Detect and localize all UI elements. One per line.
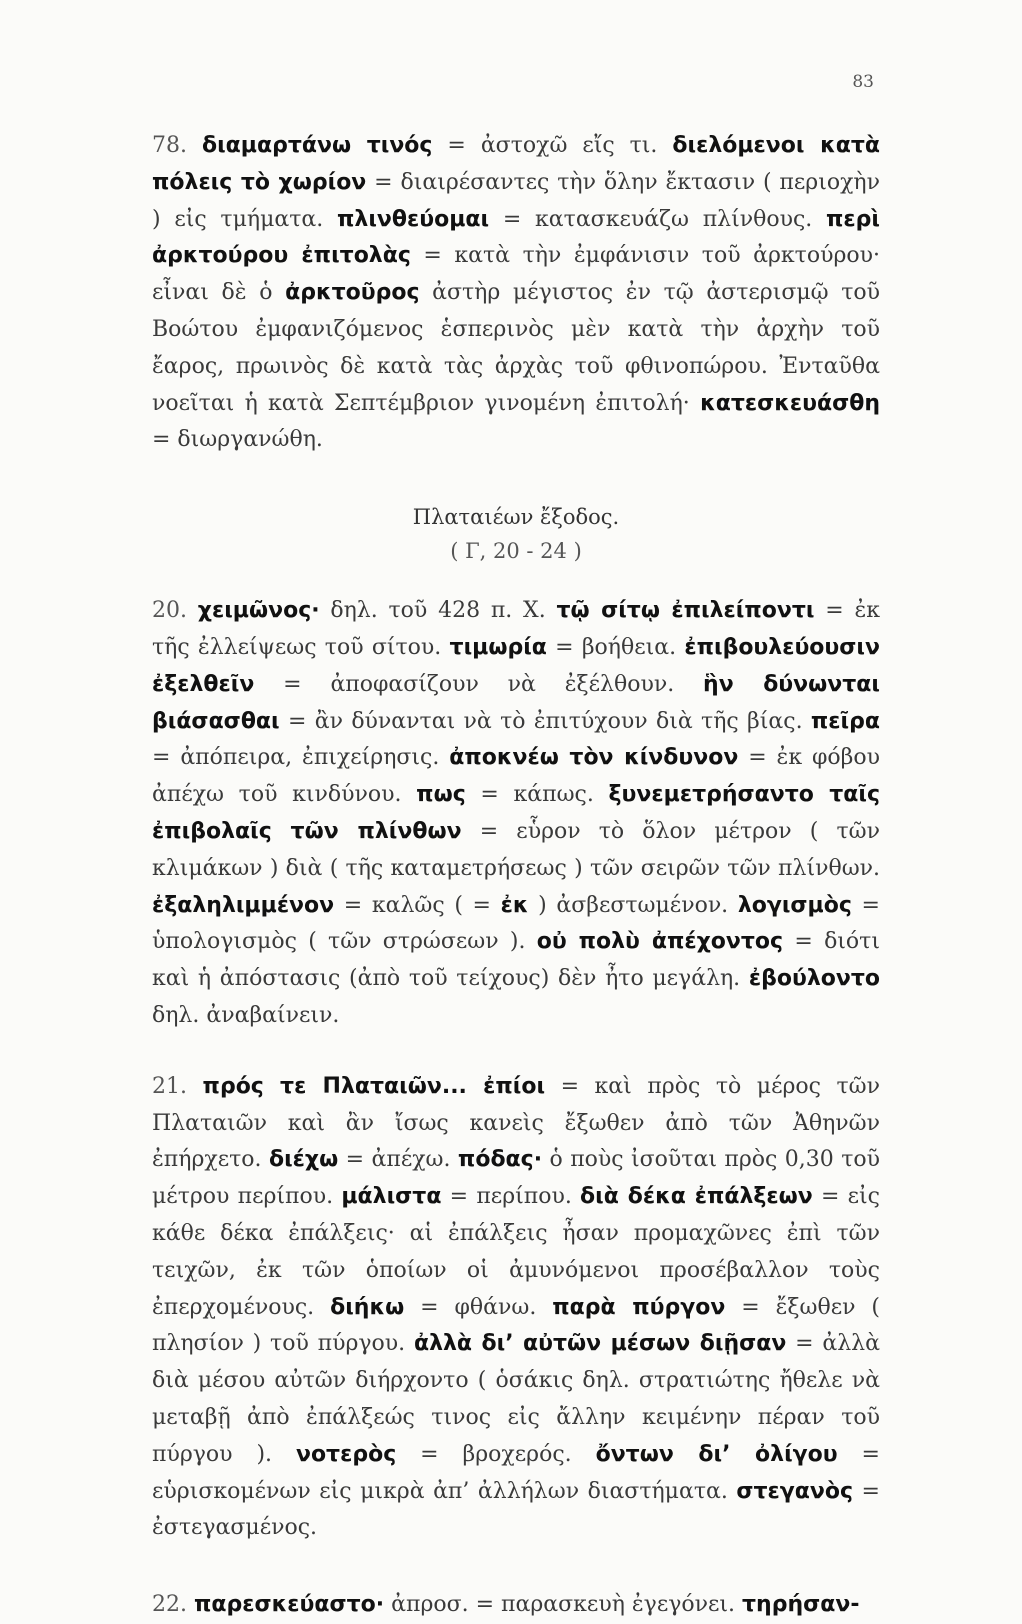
lemma: παρεσκεύαστο· xyxy=(194,1592,385,1618)
gloss: = ἂν δύνανται νὰ τὸ ἐπιτύχουν διὰ τῆς βίας. xyxy=(279,708,811,734)
gloss: = ἀποφασίζουν νὰ ἐξέλθουν. xyxy=(254,671,704,697)
gloss: = κατασκευάζω πλίνθους. xyxy=(489,206,827,232)
lemma: τιμωρία xyxy=(449,634,547,660)
lemma: τῷ σίτῳ ἐπιλείποντι xyxy=(556,598,815,624)
lemma: ἐβούλοντο xyxy=(748,966,880,992)
gloss: = εὗρον τὸ ὅλον μέτρον ( τῶν κλιμάκων ) διὰ ( τῆς καταμετρήσεως ) τῶν σειρῶν τῶν πλίνθων. xyxy=(152,818,880,881)
lemma: διαμαρτάνω τινός xyxy=(201,133,433,158)
lemma: ἀλλὰ δι’ αὐτῶν μέσων διῇσαν xyxy=(413,1331,787,1357)
gloss: = ὑπολογισμὸς ( τῶν στρώσεων ). xyxy=(152,892,880,955)
lemma: τηρήσαν- xyxy=(742,1592,860,1618)
lemma: ἐκ xyxy=(500,892,529,918)
lemma: ἀρκτοῦρος xyxy=(285,280,420,306)
gloss: ὁ ποὺς ἰσοῦται πρὸς 0,30 τοῦ μέτρου περίπου. xyxy=(152,1147,880,1210)
lemma: χειμῶνος· xyxy=(197,598,320,624)
gloss: = περίπου. xyxy=(441,1184,581,1210)
gloss: = ἀστοχῶ εἴς τι. xyxy=(432,133,673,158)
lemma: μάλιστα xyxy=(341,1184,442,1210)
paragraph-number: 20. xyxy=(152,598,187,624)
gloss: = ἐστεγασμένος. xyxy=(152,1478,880,1541)
lemma: πόδας· xyxy=(457,1147,543,1173)
lemma: πλινθεύομαι xyxy=(337,206,490,232)
gloss: = εἰς κάθε δέκα ἐπάλξεις· αἱ ἐπάλξεις ἦσαν προμαχῶνες ἐπὶ τῶν τειχῶν, ἐκ τῶν ὁποίων οἱ ἀμυνόμενοι προσέβαλλον τοὺς ἐπερχομένους. xyxy=(152,1184,880,1320)
gloss: = ἔξωθεν ( πλησίον ) τοῦ πύργου. xyxy=(152,1294,881,1357)
gloss: δηλ. τοῦ 428 π. Χ. xyxy=(319,598,557,624)
paragraph-number: 21. xyxy=(152,1073,187,1099)
lemma: νοτερὸς xyxy=(295,1441,397,1467)
paragraph-78 xyxy=(152,128,880,459)
lemma: ἐξαληλιμμένον xyxy=(152,892,335,918)
lemma: λογισμὸς xyxy=(737,892,852,918)
lemma: παρὰ πύργον xyxy=(552,1294,726,1320)
lemma: κατεσκευάσθη xyxy=(700,390,880,416)
gloss: ἀπροσ. = παρασκευὴ ἐγεγόνει. xyxy=(384,1592,743,1618)
lemma: ἣν δύνωνται βιάσασθαι xyxy=(152,671,880,734)
lemma: διελόμενοι κατὰ πόλεις τὸ χωρίον xyxy=(152,133,880,195)
lemma: οὐ πολὺ ἀπέχοντος xyxy=(536,929,784,955)
gloss: = διαιρέσαντες τὴν ὅλην ἔκτασιν ( περιοχὴν ) εἰς τμήματα. xyxy=(152,169,880,232)
paragraph-22 xyxy=(152,1587,880,1624)
paragraph-number: 22. xyxy=(152,1592,187,1618)
gloss: = διότι καὶ ἡ ἀπόστασις (ἀπὸ τοῦ τείχους) δὲν ἦτο μεγάλη. xyxy=(152,929,880,992)
gloss: = κατὰ τὴν ἐμφάνισιν τοῦ ἀρκτούρου· εἶναι δὲ ὁ xyxy=(152,243,880,306)
gloss: = βοήθεια. xyxy=(546,634,685,660)
lemma: διήκω xyxy=(330,1294,405,1320)
paragraph-number: 78. xyxy=(152,133,187,158)
gloss: = ἐκ τῆς ἐλλείψεως τοῦ σίτου. xyxy=(152,598,880,660)
lemma: στεγανὸς xyxy=(736,1478,854,1504)
gloss: = εὑρισκομένων εἰς μικρὰ ἀπ’ ἀλλήλων διαστήματα. xyxy=(152,1441,880,1504)
gloss: = καλῶς ( = xyxy=(334,892,501,918)
page-number: 83 xyxy=(852,72,874,92)
lemma: ἐπιβουλεύουσιν ἐξελθεῖν xyxy=(152,634,880,697)
gloss: = ἀπέχω. xyxy=(338,1147,458,1173)
gloss: = διωργανώθη. xyxy=(152,427,323,453)
lemma: ξυνεμετρήσαντο ταῖς ἐπιβολαῖς τῶν πλίνθων xyxy=(152,782,881,844)
lemma: ὄντων δι’ ὀλίγου xyxy=(595,1441,838,1467)
gloss: = ἀπόπειρα, ἐπιχείρησις. xyxy=(152,745,450,771)
section-title: Πλαταιέων ἔξοδος. xyxy=(412,505,620,530)
gloss: = βροχερός. xyxy=(396,1441,596,1467)
paragraph-21 xyxy=(152,1069,880,1547)
commentary-text xyxy=(152,128,880,1624)
lemma: πρός τε Πλαταιῶν... ἐπίοι xyxy=(202,1073,546,1099)
lemma: ἀποκνέω τὸν κίνδυνον xyxy=(449,745,739,771)
lemma: διὰ δέκα ἐπάλξεων xyxy=(580,1184,813,1210)
lemma: πως xyxy=(416,782,466,808)
gloss: ) ἀσβεστωμένον. xyxy=(528,892,738,918)
gloss: = κάπως. xyxy=(465,782,609,808)
gloss: = ἀλλὰ διὰ μέσου αὐτῶν διήρχοντο ( ὁσάκις δηλ. στρατιώτης ἤθελε νὰ μεταβῇ ἀπὸ ἐπάλξεώς τινος εἰς ἄλλην κειμένην πέραν τοῦ πύργου ). xyxy=(152,1331,880,1467)
lemma: πεῖρα xyxy=(810,708,880,734)
gloss: = ἐκ φόβου ἀπέχω τοῦ κινδύνου. xyxy=(152,745,880,808)
gloss: ἀστὴρ μέγιστος ἐν τῷ ἀστερισμῷ τοῦ Βοώτου ἐμφανιζόμενος ἑσπερινὸς μὲν κατὰ τὴν ἀρχὴν τοῦ ἔαρος, πρωινὸς δὲ κατὰ τὰς ἀρχὰς τοῦ φθινοπώρου. Ἐνταῦθα νοεῖται ἡ κατὰ Σεπτέμβριον γινομένη ἐπιτολή· xyxy=(152,280,880,416)
gloss: = καὶ πρὸς τὸ μέρος τῶν Πλαταιῶν καὶ ἂν ἴσως κανεὶς ἔξωθεν ἀπὸ τῶν Ἀθηνῶν ἐπήρχετο. xyxy=(152,1073,880,1173)
lemma: διέχω xyxy=(268,1147,339,1173)
section-range: ( Γ, 20 - 24 ) xyxy=(450,539,582,564)
gloss: δηλ. ἀναβαίνειν. xyxy=(152,1002,340,1028)
lemma: περὶ ἀρκτούρου ἐπιτολὰς xyxy=(152,206,880,269)
paragraph-20 xyxy=(152,593,880,1035)
gloss: = φθάνω. xyxy=(404,1294,553,1320)
